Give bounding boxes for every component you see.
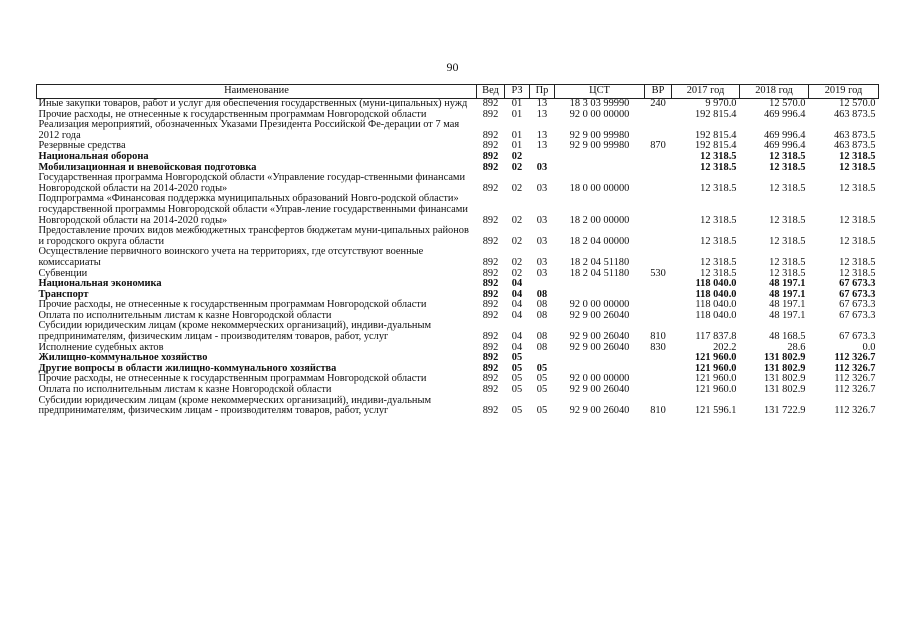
row-name: Субвенции: [38, 267, 88, 279]
row-2019: 12 318.5: [839, 182, 876, 194]
row-pr: 13: [536, 129, 548, 141]
row-2018: 131 722.9: [763, 405, 806, 417]
row-cst: [555, 163, 645, 174]
row-ved: 892: [482, 235, 499, 247]
row-ved: 892: [482, 384, 499, 396]
budget-table: [36, 84, 879, 417]
row-2019: 112 326.7: [834, 362, 876, 374]
row-cst: 18 3 03 99990: [569, 98, 630, 109]
row-2018: 12 318.5: [769, 256, 806, 268]
row-cst: 18 2 04 51180: [569, 267, 630, 279]
row-vr: [645, 163, 672, 174]
row-2018: 48 197.1: [769, 309, 806, 321]
row-rz: 02: [511, 267, 523, 279]
row-ved: 892: [482, 362, 499, 374]
row-ved: 892: [482, 299, 499, 311]
row-vr: 810: [650, 405, 666, 417]
row-2019: 67 673.3: [839, 278, 876, 290]
row-cst: [555, 152, 645, 163]
row-name: Оплата по исполнительным листам к казне Новгородской области: [38, 384, 332, 396]
row-2019: 12 318.5: [839, 267, 876, 279]
row-rz: 02: [511, 214, 523, 226]
table-row: [37, 321, 879, 342]
row-ved: 892: [482, 140, 499, 152]
row-name: Жилищно-коммунальное хозяйство: [38, 352, 208, 364]
row-name: Национальная экономика: [38, 278, 162, 290]
row-vr: [645, 374, 672, 385]
row-pr: 03: [536, 182, 548, 194]
row-2018: 48 168.5: [769, 331, 806, 343]
row-vr: 240: [650, 98, 666, 109]
row-ved: 892: [482, 331, 499, 343]
row-vr: 530: [650, 267, 666, 279]
row-name: Реализация мероприятий, обозначенных Указами Президента Российской Фе-дерации от 7 мая 2012 года: [38, 119, 460, 141]
table-row: [37, 99, 879, 110]
row-rz: 05: [511, 362, 523, 374]
header-cst: ЦСТ: [555, 85, 645, 99]
row-pr: 05: [536, 362, 548, 374]
row-2017: 121 960.0: [694, 373, 737, 385]
row-name: Субсидии юридическим лицам (кроме некоммерческих организаций), индиви-дуальным предпринимателям, физическим лицам - производителям товаров, работ, услуг: [38, 394, 432, 417]
row-rz: 02: [511, 256, 523, 268]
row-name: Прочие расходы, не отнесенные к государственным программам Новгородской области: [38, 299, 427, 311]
row-rz: 01: [511, 98, 523, 109]
row-ved: 892: [482, 405, 499, 417]
row-pr: 03: [536, 267, 548, 279]
header-2018: 2018 год: [740, 85, 809, 99]
row-rz: 02: [511, 182, 523, 194]
page-number: 90: [446, 60, 459, 74]
row-vr: 830: [650, 341, 666, 353]
row-name: Транспорт: [38, 288, 89, 300]
table-row: [37, 247, 879, 268]
table-row: [37, 396, 879, 417]
row-2019: 112 326.7: [834, 384, 876, 396]
row-2018: 48 197.1: [769, 299, 806, 311]
row-ved: 892: [482, 352, 499, 364]
row-2017: 121 960.0: [694, 384, 737, 396]
row-name: Субсидии юридическим лицам (кроме некоммерческих организаций), индиви-дуальным предпринимателям, физическим лицам - производителям товаров, работ, услуг: [38, 320, 432, 343]
row-vr: [645, 290, 672, 301]
row-vr: [645, 300, 672, 311]
row-name: Государственная программа Новгородской области «Управление государ-ственными финансами Новгородской области на 2014-2020 годы»: [38, 172, 466, 194]
row-2017: 192 815.4: [694, 129, 737, 141]
row-rz: 02: [511, 235, 523, 247]
row-2017: 202.2: [713, 341, 737, 353]
row-cst: 92 0 00 00000: [569, 299, 630, 311]
row-2018: 12 318.5: [769, 214, 806, 226]
row-pr: 13: [536, 98, 548, 109]
row-2017: 9 970.0: [705, 98, 737, 109]
row-rz: 01: [511, 129, 523, 141]
row-2018: 131 802.9: [763, 384, 806, 396]
row-2018: 12 318.5: [769, 267, 806, 279]
row-rz: 04: [511, 331, 523, 343]
row-2019: 67 673.3: [839, 299, 876, 311]
row-pr: 03: [536, 256, 548, 268]
header-rz: РЗ: [505, 85, 530, 99]
header-pr: Пр: [530, 85, 555, 99]
row-rz: 01: [511, 140, 523, 152]
row-2018: 131 802.9: [763, 362, 806, 374]
row-pr: 08: [536, 331, 548, 343]
row-vr: [645, 279, 672, 290]
row-vr: [645, 311, 672, 322]
row-rz: 05: [511, 352, 523, 364]
row-cst: [555, 353, 645, 364]
row-2018: 131 802.9: [763, 373, 806, 385]
row-name: Исполнение судебных актов: [38, 341, 164, 353]
row-2018: 12 318.5: [769, 182, 806, 194]
row-2019: 463 873.5: [833, 129, 876, 141]
row-pr: 05: [536, 405, 548, 417]
row-2017: 118 040.0: [695, 288, 737, 300]
row-2017: 121 596.1: [694, 405, 737, 417]
row-vr: [645, 385, 672, 396]
row-ved: 892: [482, 108, 499, 120]
row-pr: 08: [536, 288, 548, 300]
row-2018: 48 197.1: [769, 288, 806, 300]
row-pr: 03: [536, 235, 548, 247]
row-2019: 12 318.5: [839, 150, 876, 162]
row-2019: 12 318.5: [839, 256, 876, 268]
row-vr: [645, 173, 672, 194]
table-row: [37, 269, 879, 280]
row-rz: 05: [511, 373, 523, 385]
row-pr: 13: [536, 108, 548, 120]
row-pr: 08: [536, 341, 548, 353]
row-ved: 892: [482, 182, 499, 194]
table-row: [37, 120, 879, 141]
header-name: Наименование: [37, 85, 477, 99]
row-2018: 12 318.5: [769, 161, 806, 173]
row-pr: 05: [536, 384, 548, 396]
row-pr: 08: [536, 299, 548, 311]
row-vr: 870: [650, 140, 666, 152]
row-2018: 469 996.4: [763, 129, 806, 141]
row-name: Подпрограмма «Финансовая поддержка муниципальных образований Новго-родской области» государственной программы Новгородской области «Управ-ление государственными финансами Новгородской области на 2014-2020 годы»: [38, 193, 468, 226]
row-2018: 131 802.9: [763, 352, 806, 364]
row-ved: 892: [482, 256, 499, 268]
row-ved: 892: [482, 341, 499, 353]
row-ved: 892: [482, 309, 499, 321]
row-2018: 12 318.5: [769, 150, 806, 162]
row-pr: 05: [536, 373, 548, 385]
row-cst: 18 2 04 00000: [569, 235, 630, 247]
row-rz: 05: [511, 405, 523, 417]
row-ved: 892: [482, 288, 499, 300]
row-pr: 08: [536, 309, 548, 321]
row-vr: 810: [650, 331, 666, 343]
row-2019: 67 673.3: [839, 309, 876, 321]
row-name: Мобилизационная и вневойсковая подготовка: [38, 161, 257, 173]
table-header-row: [37, 85, 879, 99]
row-name: Осуществление первичного воинского учета на территориях, где отсутствуют военные комиссариаты: [38, 246, 424, 268]
row-name: Другие вопросы в области жилищно-коммунального хозяйства: [38, 362, 337, 374]
row-vr: [645, 353, 672, 364]
row-vr: [645, 364, 672, 375]
row-name: Резервные средства: [38, 140, 126, 152]
row-2017: 12 318.5: [700, 182, 737, 194]
row-2019: 112 326.7: [834, 352, 876, 364]
table-row: [37, 152, 879, 163]
row-2018: 469 996.4: [763, 140, 806, 152]
row-2019: 463 873.5: [833, 108, 876, 120]
row-2018: 12 570.0: [769, 98, 806, 109]
row-name: Предоставление прочих видов межбюджетных трансфертов бюджетам муни-ципальных районов и городского округа области: [38, 225, 469, 247]
row-vr: [645, 194, 672, 226]
row-rz: 04: [511, 309, 523, 321]
table-row: [37, 173, 879, 194]
row-cst: 92 9 00 26040: [569, 405, 630, 417]
row-pr: 03: [536, 161, 548, 173]
row-ved: 892: [482, 373, 499, 385]
row-cst: 92 0 00 00000: [569, 108, 630, 120]
row-cst: 92 9 00 26040: [569, 341, 630, 353]
row-2017: 118 040.0: [695, 309, 737, 321]
row-cst: 92 9 00 99980: [569, 140, 630, 152]
row-cst: 18 0 00 00000: [569, 182, 630, 194]
row-2019: 67 673.3: [839, 288, 876, 300]
row-2017: 12 318.5: [700, 235, 737, 247]
row-rz: 04: [511, 288, 523, 300]
row-rz: 05: [511, 384, 523, 396]
row-ved: 892: [482, 129, 499, 141]
row-2017: 192 815.4: [694, 140, 737, 152]
row-rz: 02: [511, 150, 523, 162]
header-vr: ВР: [645, 85, 672, 99]
row-2017: 121 960.0: [694, 362, 737, 374]
row-rz: 01: [511, 108, 523, 120]
row-2017: 12 318.5: [700, 267, 737, 279]
header-ved: Вед: [477, 85, 505, 99]
row-pr: 13: [536, 140, 548, 152]
row-2018: 28.6: [787, 341, 806, 353]
row-2019: 0.0: [862, 341, 876, 353]
row-cst: 92 9 00 26040: [569, 309, 630, 321]
row-rz: 04: [511, 299, 523, 311]
header-2019: 2019 год: [809, 85, 879, 99]
row-rz: 04: [511, 278, 523, 290]
table-row: [37, 226, 879, 247]
row-cst: 92 9 00 99980: [569, 129, 630, 141]
row-vr: [645, 152, 672, 163]
table-row: [37, 279, 879, 290]
row-vr: [645, 226, 672, 247]
row-2017: 192 815.4: [694, 108, 737, 120]
row-2017: 117 837.8: [695, 331, 737, 343]
row-vr: [645, 110, 672, 121]
table-row: [37, 194, 879, 226]
row-name: Прочие расходы, не отнесенные к государственным программам Новгородской области: [38, 108, 427, 120]
row-2019: 112 326.7: [834, 405, 876, 417]
row-vr: [645, 247, 672, 268]
row-cst: 18 2 00 00000: [569, 214, 630, 226]
budget-table-body: [37, 99, 879, 417]
row-name: Иные закупки товаров, работ и услуг для обеспечения государственных (муни-ципальных) нужд: [38, 98, 468, 109]
row-name: Оплата по исполнительным листам к казне Новгородской области: [38, 309, 332, 321]
header-2017: 2017 год: [672, 85, 740, 99]
row-ved: 892: [482, 214, 499, 226]
row-ved: 892: [482, 267, 499, 279]
row-pr: 03: [536, 214, 548, 226]
row-cst: 18 2 04 51180: [569, 256, 630, 268]
row-ved: 892: [482, 98, 499, 109]
table-row: [37, 141, 879, 152]
row-2018: 48 197.1: [769, 278, 806, 290]
row-2019: 12 570.0: [839, 98, 876, 109]
row-cst: 92 0 00 00000: [569, 373, 630, 385]
row-ved: 892: [482, 161, 499, 173]
row-ved: 892: [482, 278, 499, 290]
row-2017: 12 318.5: [700, 214, 737, 226]
row-cst: 92 9 00 26040: [569, 331, 630, 343]
row-2019: 67 673.3: [839, 331, 876, 343]
row-2017: 12 318.5: [700, 256, 737, 268]
row-2019: 463 873.5: [833, 140, 876, 152]
row-2017: 12 318.5: [700, 150, 737, 162]
row-2019: 112 326.7: [834, 373, 876, 385]
row-2017: 121 960.0: [694, 352, 737, 364]
row-vr: [645, 120, 672, 141]
row-2017: 118 040.0: [695, 278, 737, 290]
row-cst: [555, 279, 645, 290]
row-2018: 469 996.4: [763, 108, 806, 120]
row-2018: 12 318.5: [769, 235, 806, 247]
row-ved: 892: [482, 150, 499, 162]
row-cst: 92 9 00 26040: [569, 384, 630, 396]
row-2017: 12 318.5: [700, 161, 737, 173]
row-2019: 12 318.5: [839, 161, 876, 173]
row-2019: 12 318.5: [839, 214, 876, 226]
row-2017: 118 040.0: [695, 299, 737, 311]
row-2019: 12 318.5: [839, 235, 876, 247]
row-rz: 02: [511, 161, 523, 173]
row-name: Национальная оборона: [38, 150, 149, 162]
row-pr: [530, 152, 555, 163]
row-rz: 04: [511, 341, 523, 353]
row-name: Прочие расходы, не отнесенные к государственным программам Новгородской области: [38, 373, 427, 385]
